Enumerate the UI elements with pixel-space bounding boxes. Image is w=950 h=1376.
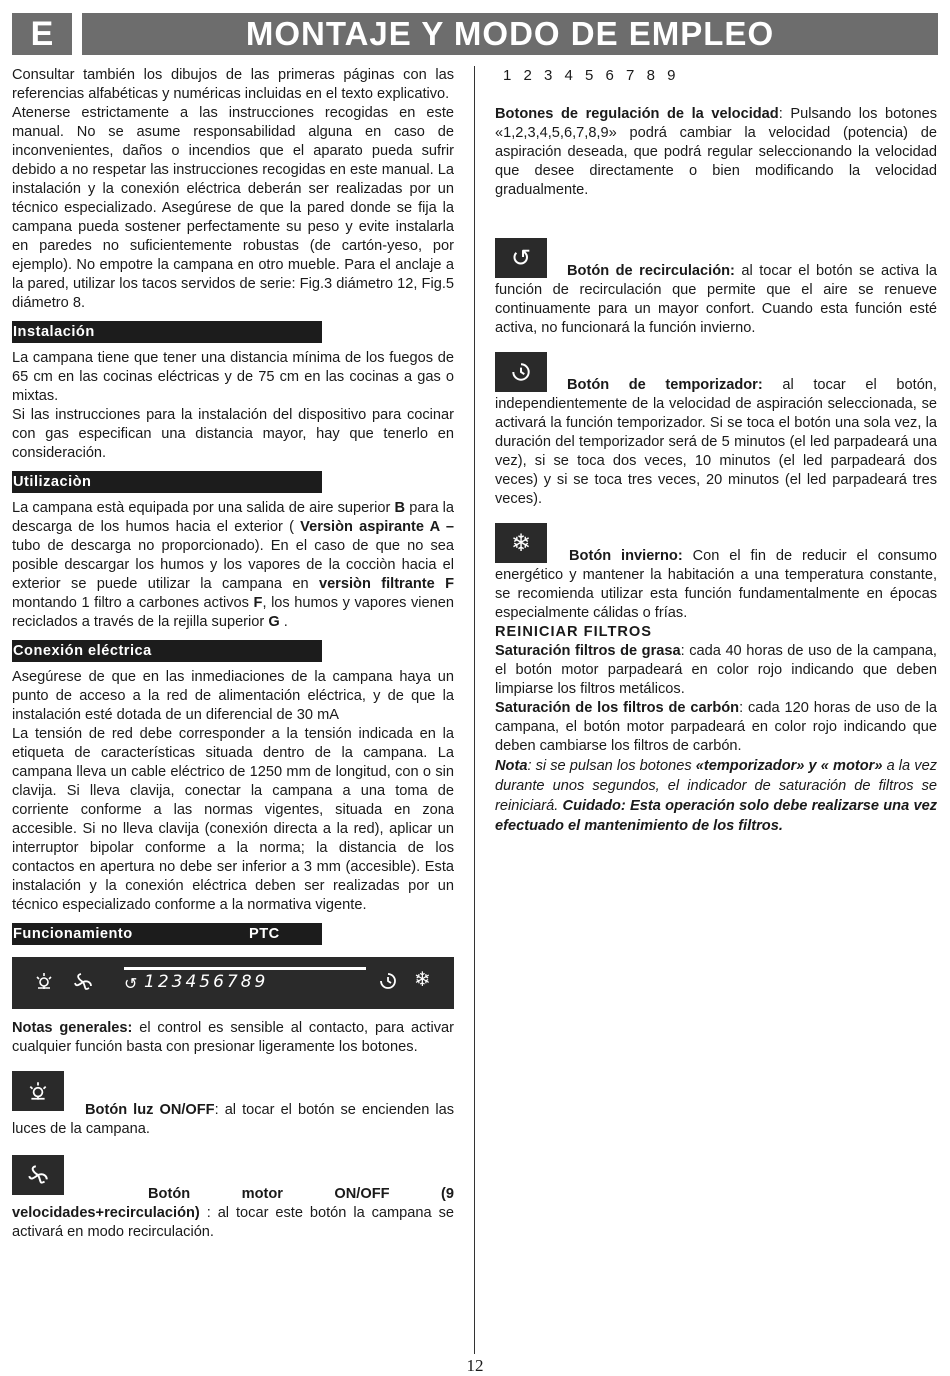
page-title: MONTAJE Y MODO DE EMPLEO (82, 13, 938, 55)
panel-bar (124, 967, 366, 970)
recirc-button-block (495, 238, 937, 338)
recirc-text: Botón de recirculación: al tocar el botón se activa la función de recirculación que permite que el aire se renueve continuamente para un mayor confort. Cuando esta función esté activa, no funcionará la función invierno. (495, 263, 937, 336)
instalacion-text-2: Si las instrucciones para la instalación del dispositivo para cocinar con gas especifican una distancia mayor, hay que tenerlo en consideración. (12, 407, 454, 461)
carbon-saturation-text: Saturación de los filtros de carbón: cada 120 horas de uso de la campana, el botón motor parpadeará en color rojo indicando que deben cambiarse los filtros de carbón. (495, 700, 937, 754)
motor-button-text: Botón motor ON/OFF (9 velocidades+recirculación) : al tocar este botón la campana se activará en modo recirculación. (12, 1186, 454, 1240)
winter-icon: ❄ (495, 523, 547, 563)
control-panel (12, 957, 454, 1009)
speed-digits: 123456789 (144, 972, 269, 992)
column-divider (474, 66, 475, 1354)
intro-paragraph: Consultar también los dibujos de las primeras páginas con las referencias alfabéticas y numéricas incluidas en el texto explicativo. (12, 67, 454, 102)
motor-button-block (12, 1155, 454, 1242)
recirculation-icon: ↺ (495, 238, 547, 278)
fan-icon (72, 971, 94, 997)
light-button-block (12, 1071, 454, 1139)
intro-paragraph-2: Atenerse estrictamente a las instrucciones recogidas en este manual. No se asume responsabilidad alguna en caso de inconvenientes, daños o incendios que el aparato pueda sufrir debido a no respetar las instrucciones recogidas en este manual. La instalación y la conexión eléctrica deberán ser realizadas por un técnico especializado. Asegúrese de que la pared donde se fija la campana pueda sostener perfectamente su peso y evite instalarla en paredes no suficientemente robustas (de cartón-yeso, por ejemplo). No empotre la campana en otro mueble. Para el anclaje a la pared, utilizar los tacos servidos de serie: Fig.3 diámetro 12, Fig.5 diámetro 8. (12, 105, 454, 311)
light-icon (34, 971, 54, 995)
speed-buttons-text: Botones de regulación de la velocidad: Pulsando los botones «1,2,3,4,5,6,7,8,9» podrá cambiar la velocidad (potencia) de aspiración deseada, que podrá regular seleccionando la velocidad que desee directamente o bien modificando la velocidad gradualmente. (495, 106, 937, 198)
speed-digits-label: 1 2 3 4 5 6 7 8 9 (503, 67, 680, 84)
instalacion-text: La campana tiene que tener una distancia mínima de los fuegos de 65 cm en las cocinas eléctricas y de 75 cm en las cocinas a gas o mixtas. (12, 350, 454, 404)
notas-generales: Notas generales: el control es sensible al contacto, para activar cualquier función basta con presionar ligeramente los botones. (12, 1020, 454, 1055)
left-column (12, 66, 454, 1242)
reset-note: Nota: si se pulsan los botones «temporizador» y « motor» a la vez durante unos segundos, el indicador de saturación de filtros se reiniciará. Cuidado: Esta operación solo debe realizarse una vez efectuado el mantenimiento de los filtros. (495, 758, 937, 834)
conexion-text-2: La tensión de red debe corresponder a la tensión indicada en la etiqueta de características situada dentro de la campana. La campana lleva un cable eléctrico de 1250 mm de longitud, con o sin clavija. Si lleva clavija, conectar la campana a una toma de corriente conforme a las normas vigentes, situada en zona accesible. Si no lleva clavija (conexión directa a la red), aplicar un interruptor bipolar conforme a la norma; la distancia de los contactos en apertura no debe ser inferior a 3 mm (accesible). Esta instalación y la conexión eléctrica deben ser realizadas por un técnico especializado conforme a la normativa vigente. (12, 726, 454, 913)
reset-filters-heading: REINICIAR FILTROS (495, 624, 652, 640)
right-column (495, 66, 937, 836)
timer-button-block (495, 352, 937, 509)
conexion-text: Asegúrese de que en las inmediaciones de la campana haya un punto de acceso a la red de alimentación eléctrica, y de que la instalación esté dotada de un diferencial de 30 mA (12, 669, 454, 723)
section-heading-utilizacion: Utilizaciòn (12, 471, 322, 493)
section-letter: E (12, 13, 72, 55)
section-heading-conexion: Conexión eléctrica (12, 640, 322, 662)
winter-button-block (495, 523, 937, 623)
timer-text: Botón de temporizador: al tocar el botón, independientemente de la velocidad de aspiración seleccionada, se activará la función temporizador. Si se toca el botón una sola vez, la duración del temporizador será de 5 minutos (el led parpadeará una vez), si se toca dos veces, 10 minutos (el led parpadeará dos veces) y si se toca tres veces, 20 minutos (el led parpadeará tres veces). (495, 377, 937, 507)
timer-icon (378, 971, 398, 995)
section-heading-instalacion: Instalación (12, 321, 322, 343)
winter-text: Botón invierno: Con el fin de reducir el consumo energético y mantener la habitación a una temperatura constante, se recomienda utilizar esta función fundamentalmente en épocas especialmente cálidas o frías. (495, 548, 938, 621)
section-heading-funcionamiento: Funcionamiento PTC (12, 923, 322, 945)
utilizacion-text: La campana està equipada por una salida de aire superior B para la descarga de los humos hacia el exterior ( Versiòn aspirante A – tubo de descarga no proporcionado). En el caso de que no sea posible descargar los humos y los vapores de la cocciòn hacia el exterior se puede utilizar la campana en versiòn filtrante F montando 1 filtro a carbones activos F, los humos y vapores vienen reciclados a través de la rejilla superior G . (12, 500, 455, 630)
light-button-text: Botón luz ON/OFF: al tocar el botón se encienden las luces de la campana. (12, 1102, 454, 1137)
page-number: 12 (466, 1356, 484, 1375)
winter-icon: ❄ (414, 969, 431, 991)
recirculation-icon: ↺ (124, 976, 138, 993)
grease-saturation-text: Saturación filtros de grasa: cada 40 horas de uso de la campana, el botón motor parpadeará en color rojo indicando que deben limpiarse los filtros metálicos. (495, 643, 937, 697)
